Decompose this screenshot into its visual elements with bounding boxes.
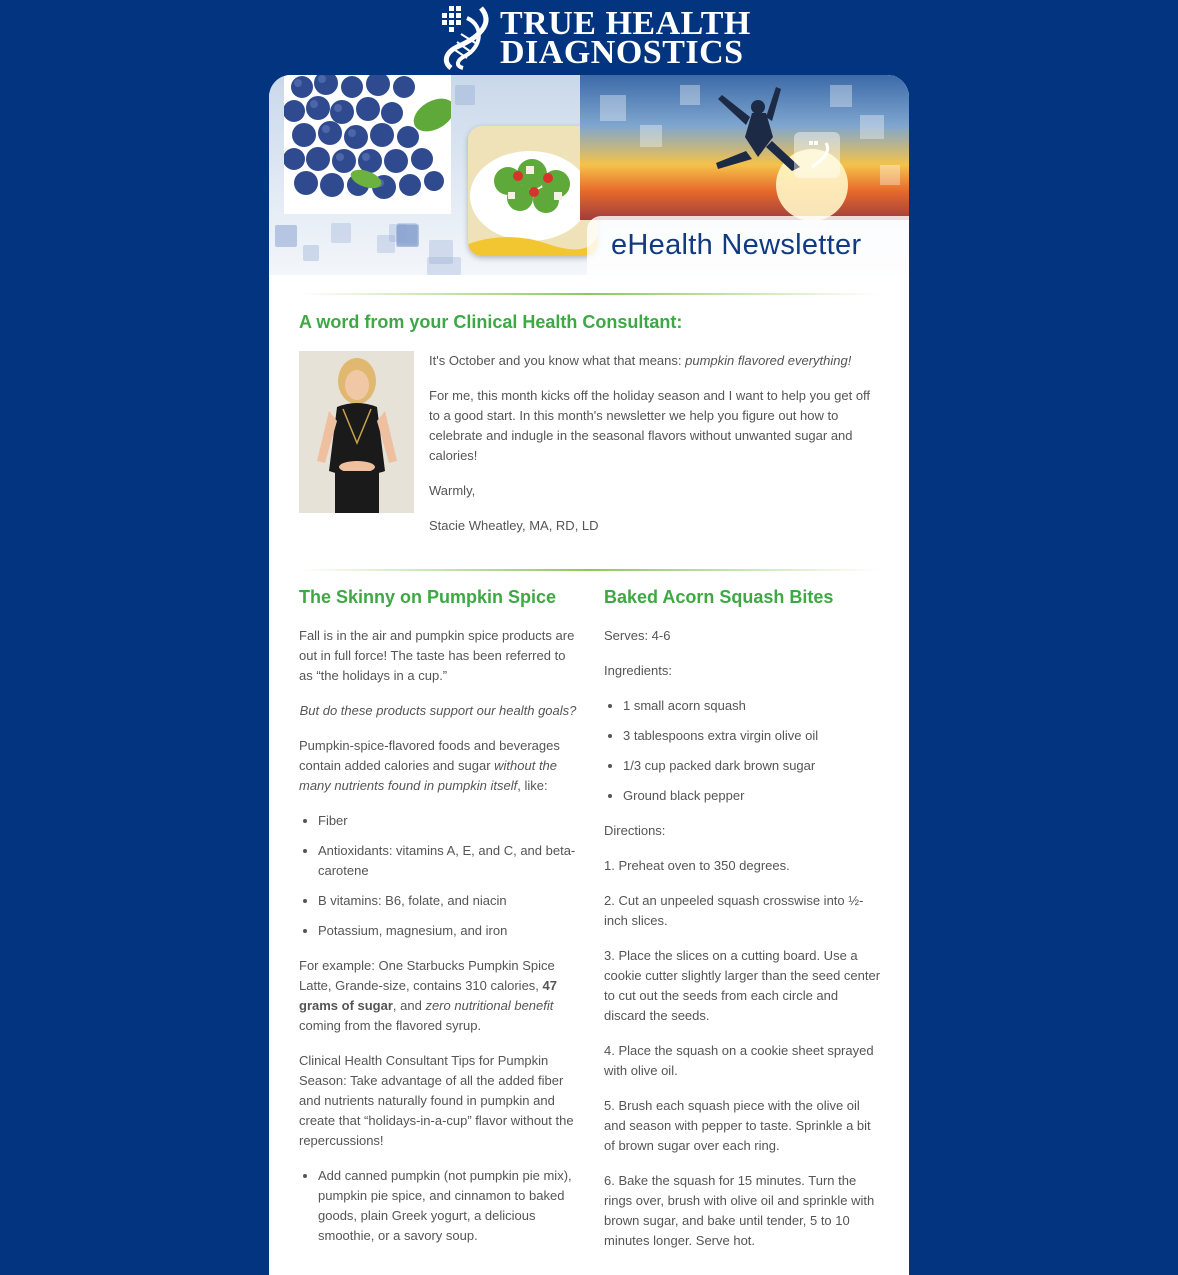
intro-signature: Stacie Wheatley, MA, RD, LD — [429, 518, 599, 533]
pumpkin-paragraph-3 — [299, 956, 577, 1036]
directions-label: Directions: — [604, 823, 666, 838]
list-item: • Antioxidants: vitamins A, E, and C, and beta-carotene — [318, 841, 577, 881]
ingredients-label: Ingredients: — [604, 663, 672, 678]
blueberries-image — [284, 75, 451, 214]
list-item: • 3 tablespoons extra virgin olive oil — [623, 726, 882, 746]
brand-logo[interactable] — [0, 0, 1178, 74]
intro-p1-emphasis: pumpkin flavored everything! — [685, 353, 852, 368]
pumpkin-p2-end: , like: — [517, 778, 548, 793]
recipe-step: 2. Cut an unpeeled squash crosswise into ½-inch slices. — [604, 893, 864, 928]
pumpkin-p3-text: For example: One Starbucks Pumpkin Spice Latte, Grande-size, contains 310 calories, — [299, 958, 555, 993]
recipe-heading: Baked Acorn Squash Bites — [604, 587, 834, 607]
intro-closing: Warmly, — [429, 483, 476, 498]
list-item: • Fiber — [318, 811, 577, 831]
newsletter-title-box — [587, 216, 909, 275]
intro-paragraph-1 — [429, 351, 879, 371]
recipe-serves: Serves: 4-6 — [604, 628, 671, 643]
intro-paragraph-2: For me, this month kicks off the holiday season and I want to help you get off to a good start. In this month's newsletter we help you figure out how to celebrate and indugle in the seasonal flavors without unwanted sugar and calories! — [429, 388, 871, 463]
pumpkin-p3-mid: , and — [392, 998, 426, 1013]
newsletter-title: eHealth Newsletter — [611, 229, 862, 261]
pumpkin-article — [299, 626, 577, 1261]
brand-line-1: TRUE HEALTH — [500, 5, 751, 42]
list-item: • 1/3 cup packed dark brown sugar — [623, 756, 882, 776]
sunset-jump-image — [580, 75, 909, 220]
list-item: • Potassium, magnesium, and iron — [318, 921, 577, 941]
consultant-message — [429, 351, 879, 551]
intro-p1-text: It's October and you know what that means: — [429, 353, 686, 368]
pumpkin-paragraph-1: Fall is in the air and pumpkin spice products are out in full force! The taste has been referred to as “the holidays in a cup.” — [299, 628, 575, 683]
pumpkin-p3-end: coming from the flavored syrup. — [299, 1018, 482, 1033]
pumpkin-question: But do these products support our health goals? — [299, 703, 577, 718]
section-divider — [299, 569, 879, 571]
salad-image — [468, 126, 598, 256]
recipe-article — [604, 626, 882, 1266]
recipe-step: 6. Bake the squash for 15 minutes. Turn the rings over, brush with olive oil and sprinkle with brown sugar, and bake until tender, 5 to 10 minutes longer. Serve hot. — [604, 1173, 875, 1248]
recipe-step: 1. Preheat oven to 350 degrees. — [604, 858, 790, 873]
pumpkin-p3-emphasis: zero nutritional benefit — [425, 998, 554, 1013]
list-item: • 1 small acorn squash — [623, 696, 882, 716]
nutrients-list — [299, 811, 577, 941]
list-item: • Ground black pepper — [623, 786, 882, 806]
header-banner — [269, 75, 909, 275]
list-item: • Add canned pumpkin (not pumpkin pie mix), pumpkin pie spice, and cinnamon to baked goods, plain Greek yogurt, a delicious smoothie, or a savory soup. — [318, 1166, 577, 1246]
list-item: • B vitamins: B6, folate, and niacin — [318, 891, 577, 911]
section-divider — [299, 293, 879, 295]
brand-name — [500, 5, 751, 71]
pumpkin-p2-text: Pumpkin-spice-flavored foods and beverages contain added calories and sugar — [299, 738, 560, 773]
consultant-photo — [299, 351, 414, 513]
consultant-heading: A word from your Clinical Health Consultant: — [299, 312, 683, 332]
ingredients-list — [604, 696, 882, 806]
recipe-step: 4. Place the squash on a cookie sheet sprayed with olive oil. — [604, 1043, 874, 1078]
newsletter-card — [269, 75, 909, 1275]
pumpkin-p3-bold: 47 grams of sugar — [299, 978, 557, 1013]
tips-list — [299, 1166, 577, 1246]
brand-line-2: DIAGNOSTICS — [500, 34, 744, 71]
dna-logo-icon — [437, 4, 495, 70]
pumpkin-paragraph-4: Clinical Health Consultant Tips for Pumpkin Season: Take advantage of all the added fiber and nutrients naturally found in pumpkin and create that “holidays-in-a-cup” flavor without the repercussions! — [299, 1053, 574, 1148]
recipe-step: 3. Place the slices on a cutting board. Use a cookie cutter slightly larger than the seed center to cut out the seeds from each circle and discard the seeds. — [604, 948, 881, 1023]
pumpkin-paragraph-2 — [299, 736, 577, 796]
pumpkin-heading: The Skinny on Pumpkin Spice — [299, 587, 557, 607]
pumpkin-p2-emphasis: without the many nutrients found in pumpkin itself — [299, 758, 558, 793]
recipe-step: 5. Brush each squash piece with the olive oil and season with pepper to taste. Sprinkle a bit of brown sugar over each ring. — [604, 1098, 871, 1153]
